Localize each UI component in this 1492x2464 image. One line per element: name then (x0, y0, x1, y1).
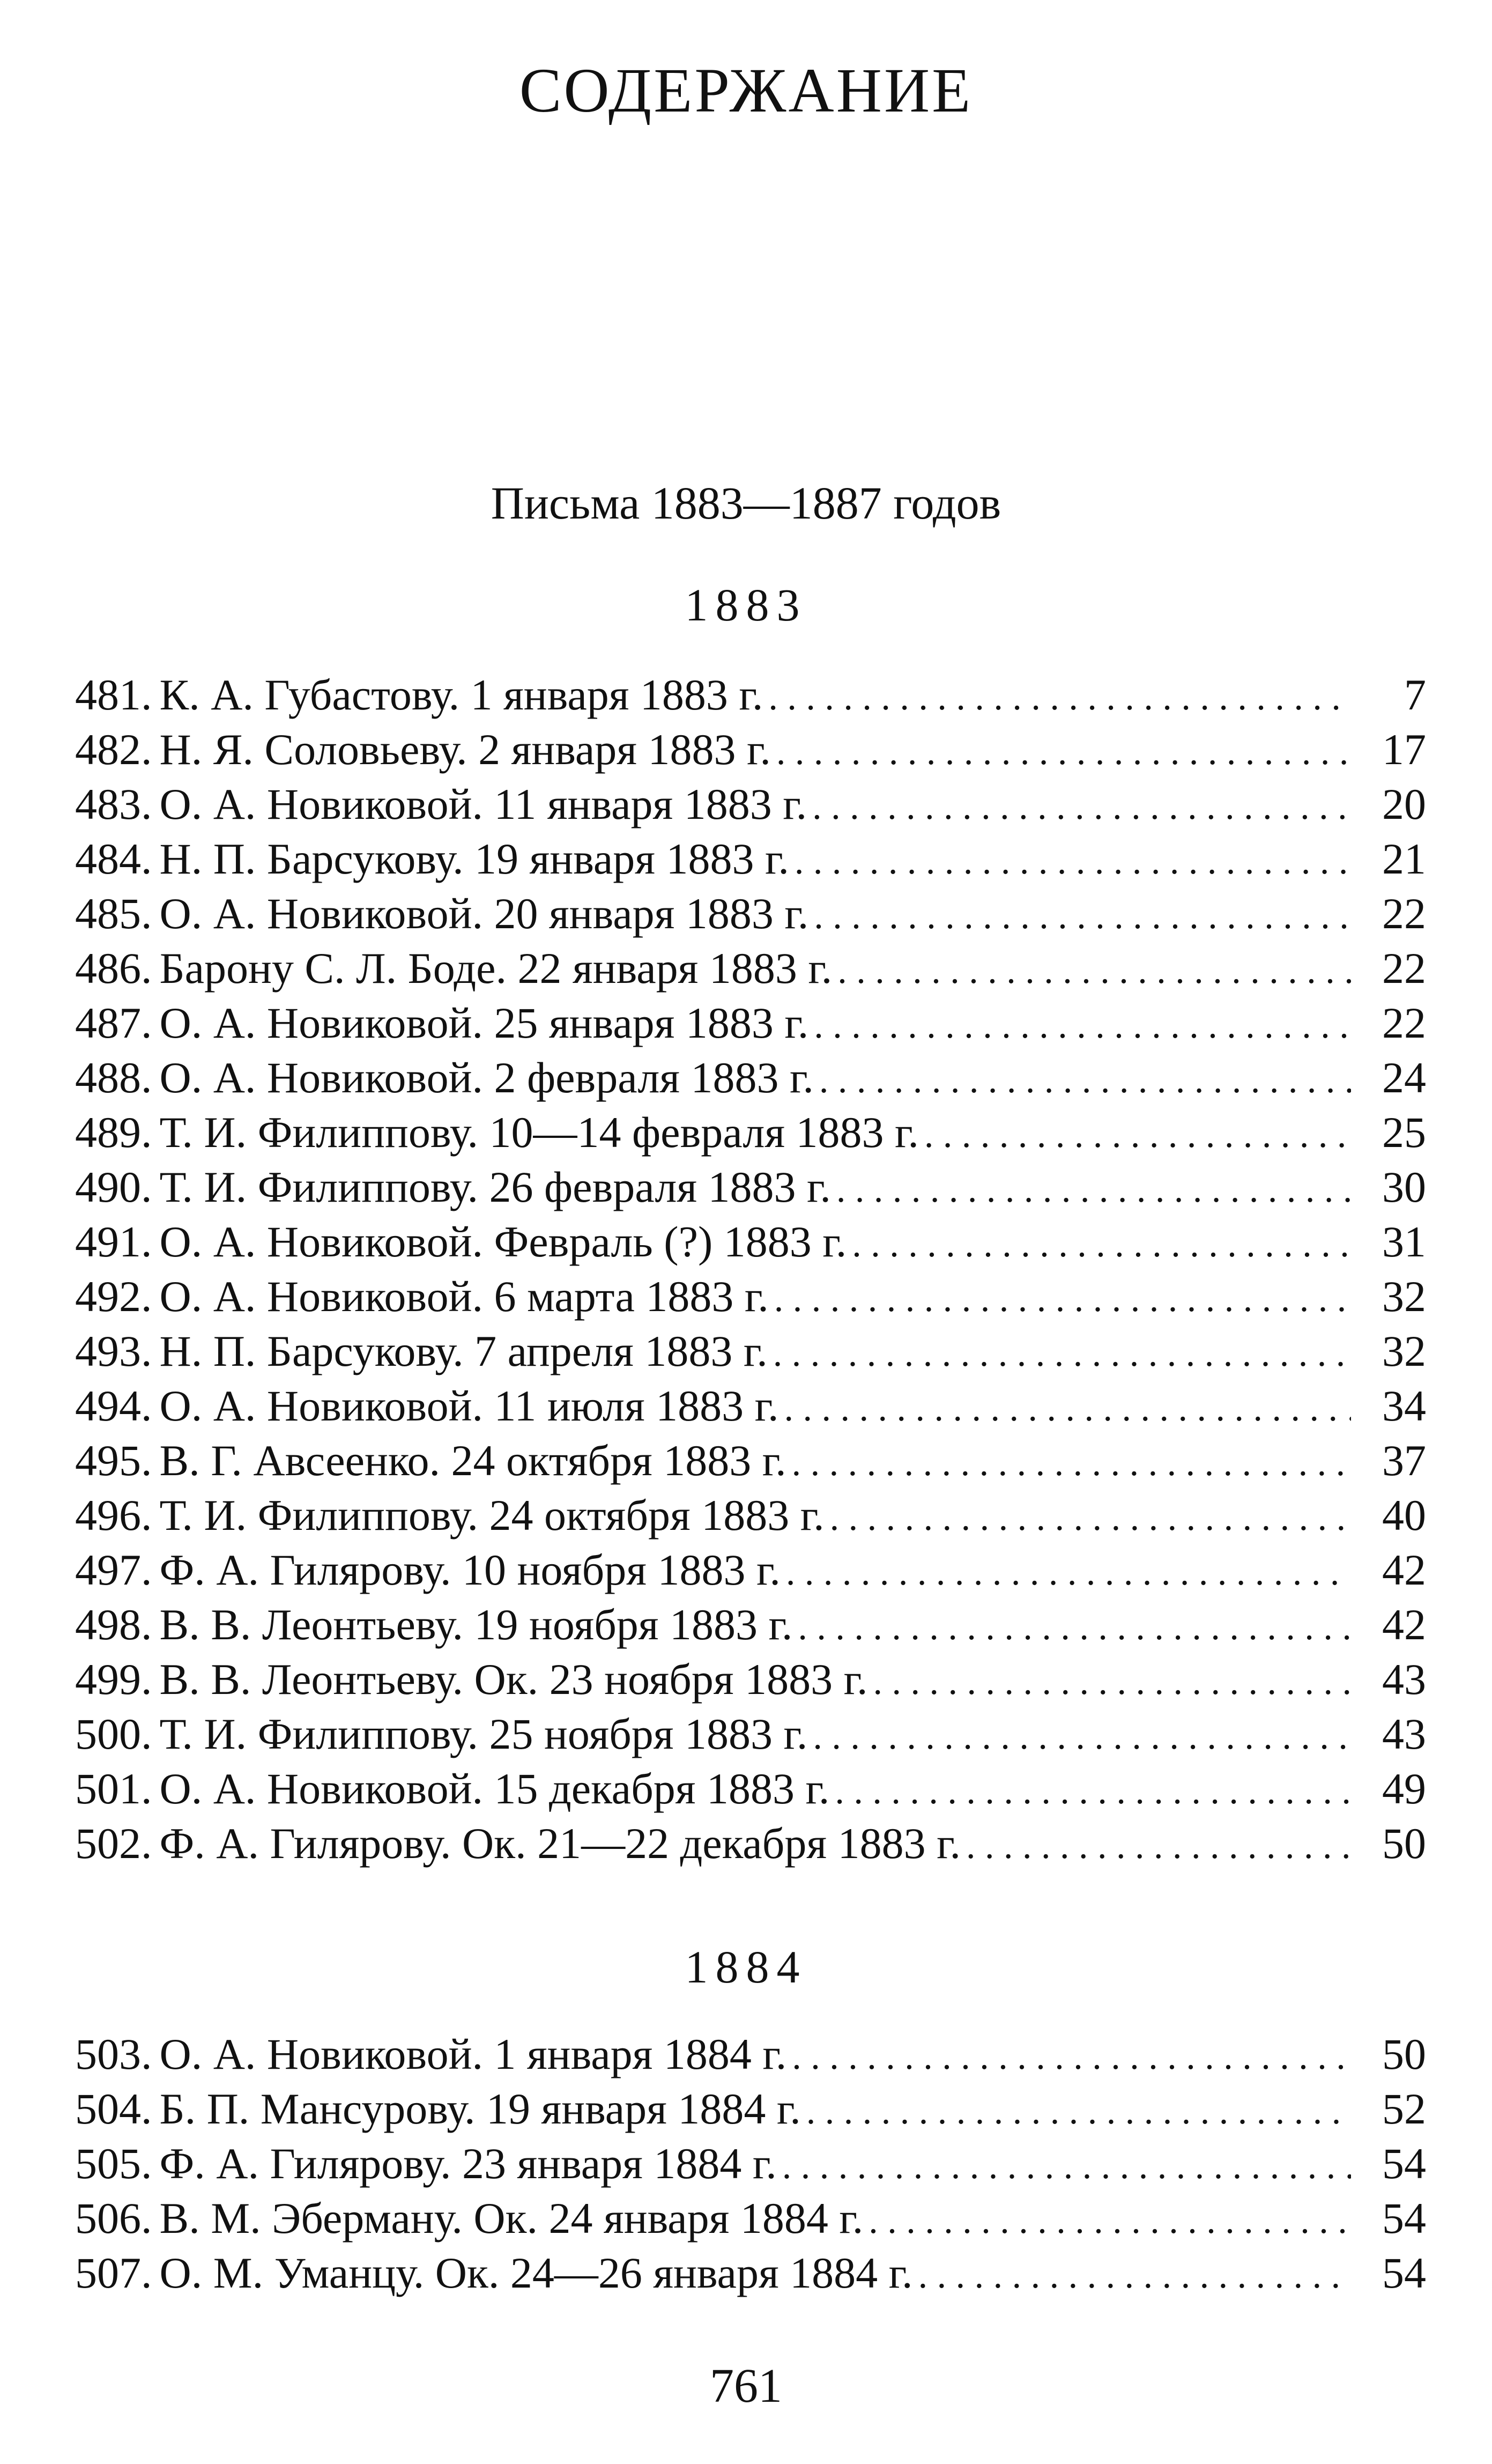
entry-title: О. А. Новиковой. 11 января 1883 г. (159, 780, 807, 828)
dot-leader (812, 780, 1351, 834)
dot-leader (852, 1217, 1351, 1272)
toc-entry (75, 1050, 1426, 1105)
entry-number: 498. (75, 1600, 152, 1649)
page-title: СОДЕРЖАНИЕ (519, 55, 973, 125)
toc-entry (75, 2082, 1426, 2136)
entry-title: В. Г. Авсеенко. 24 октября 1883 г. (159, 1436, 786, 1485)
toc-entry (75, 722, 1426, 777)
toc-entry (75, 1215, 1426, 1269)
entry-page-number: 17 (1382, 725, 1426, 774)
dot-leader (837, 944, 1351, 998)
entry-number: 504. (75, 2084, 152, 2133)
entry-page-number: 30 (1382, 1163, 1426, 1211)
entry-title: О. М. Уманцу. Ок. 24—26 января 1884 г. (159, 2248, 913, 2297)
entry-title: Т. И. Филиппову. 10—14 февраля 1883 г. (159, 1108, 919, 1157)
year-heading-1883: 1883 (685, 579, 807, 631)
toc-entry (75, 2027, 1426, 2082)
entry-page-number: 24 (1382, 1053, 1426, 1102)
toc-entry (75, 1269, 1426, 1324)
entry-title: О. А. Новиковой. 15 декабря 1883 г. (159, 1764, 830, 1813)
toc-entry (75, 941, 1426, 996)
entry-page-number: 43 (1382, 1710, 1426, 1758)
entry-number: 489. (75, 1108, 152, 1157)
dot-leader (873, 1655, 1351, 1710)
entry-page-number: 54 (1382, 2248, 1426, 2297)
toc-entry (75, 1324, 1426, 1379)
entry-number: 502. (75, 1819, 152, 1868)
entry-page-number: 50 (1382, 1819, 1426, 1868)
dot-leader (786, 1545, 1351, 1600)
entry-number: 491. (75, 1217, 152, 1266)
toc-entry (75, 1597, 1426, 1652)
entry-title: Т. И. Филиппову. 25 ноября 1883 г. (159, 1710, 808, 1758)
entry-number: 499. (75, 1655, 152, 1704)
entry-title: О. А. Новиковой. 11 июля 1883 г. (159, 1381, 779, 1430)
entry-title: Ф. А. Гилярову. Ок. 21—22 декабря 1883 г. (159, 1819, 961, 1868)
entry-number: 486. (75, 944, 152, 993)
toc-entry (75, 996, 1426, 1050)
year-heading-1884: 1884 (685, 1941, 807, 1993)
entry-number: 490. (75, 1163, 152, 1211)
toc-entry (75, 1433, 1426, 1488)
entry-page-number: 54 (1382, 2139, 1426, 2188)
toc-entry (75, 832, 1426, 886)
entry-page-number: 32 (1382, 1272, 1426, 1321)
entry-title: Т. И. Филиппову. 26 февраля 1883 г. (159, 1163, 831, 1211)
entry-title: О. А. Новиковой. 2 февраля 1883 г. (159, 1053, 814, 1102)
entry-title: В. В. Леонтьеву. 19 ноября 1883 г. (159, 1600, 793, 1649)
entry-number: 481. (75, 670, 152, 719)
entry-page-number: 22 (1382, 889, 1426, 938)
entry-number: 507. (75, 2248, 152, 2297)
toc-entry (75, 1488, 1426, 1543)
entry-number: 503. (75, 2030, 152, 2078)
entry-page-number: 42 (1382, 1545, 1426, 1594)
entry-number: 494. (75, 1381, 152, 1430)
entry-page-number: 20 (1382, 780, 1426, 828)
dot-leader (795, 834, 1351, 889)
entry-number: 496. (75, 1491, 152, 1540)
page-number: 761 (710, 2359, 782, 2413)
toc-entry (75, 2136, 1426, 2191)
entry-title: В. В. Леонтьеву. Ок. 23 ноября 1883 г. (159, 1655, 868, 1704)
entry-number: 501. (75, 1764, 152, 1813)
dot-leader (784, 1381, 1351, 1436)
dot-leader (836, 1163, 1351, 1217)
dot-leader (835, 1764, 1351, 1819)
toc-entry (75, 1543, 1426, 1597)
dot-leader (869, 2194, 1351, 2248)
entry-page-number: 37 (1382, 1436, 1426, 1485)
dot-leader (773, 1327, 1351, 1381)
entry-title: К. А. Губастову. 1 января 1883 г. (159, 670, 763, 719)
entry-page-number: 25 (1382, 1108, 1426, 1157)
entry-title: О. А. Новиковой. 20 января 1883 г. (159, 889, 809, 938)
toc-entry (75, 1762, 1426, 1816)
toc-list-1883 (75, 668, 1426, 1871)
entry-page-number: 21 (1382, 834, 1426, 883)
entry-title: Ф. А. Гилярову. 10 ноября 1883 г. (159, 1545, 781, 1594)
dot-leader (806, 2084, 1351, 2139)
entry-page-number: 40 (1382, 1491, 1426, 1540)
entry-page-number: 22 (1382, 944, 1426, 993)
entry-number: 497. (75, 1545, 152, 1594)
dot-leader (819, 1053, 1351, 1108)
entry-page-number: 52 (1382, 2084, 1426, 2133)
dot-leader (798, 1600, 1351, 1655)
section-title: Письма 1883—1887 годов (491, 477, 1001, 529)
entry-page-number: 32 (1382, 1327, 1426, 1375)
entry-title: Барону С. Л. Боде. 22 января 1883 г. (159, 944, 833, 993)
entry-number: 483. (75, 780, 152, 828)
entry-page-number: 7 (1404, 670, 1426, 719)
dot-leader (966, 1819, 1351, 1874)
toc-entry (75, 668, 1426, 722)
dot-leader (768, 670, 1351, 725)
entry-title: Н. Я. Соловьеву. 2 января 1883 г. (159, 725, 771, 774)
entry-number: 506. (75, 2194, 152, 2243)
toc-entry (75, 777, 1426, 832)
toc-entry (75, 2246, 1426, 2300)
entry-number: 482. (75, 725, 152, 774)
entry-page-number: 50 (1382, 2030, 1426, 2078)
toc-entry (75, 1816, 1426, 1871)
dot-leader (792, 2030, 1351, 2084)
dot-leader (830, 1491, 1351, 1545)
toc-list-1884 (75, 2027, 1426, 2300)
entry-title: В. М. Эберману. Ок. 24 января 1884 г. (159, 2194, 864, 2243)
toc-entry (75, 886, 1426, 941)
entry-page-number: 49 (1382, 1764, 1426, 1813)
entry-number: 492. (75, 1272, 152, 1321)
entry-title: Ф. А. Гилярову. 23 января 1884 г. (159, 2139, 777, 2188)
entry-number: 495. (75, 1436, 152, 1485)
toc-entry (75, 1160, 1426, 1215)
entry-number: 485. (75, 889, 152, 938)
entry-page-number: 43 (1382, 1655, 1426, 1704)
dot-leader (774, 1272, 1351, 1327)
entry-title: О. А. Новиковой. 25 января 1883 г. (159, 998, 809, 1047)
entry-title: Н. П. Барсукову. 7 апреля 1883 г. (159, 1327, 768, 1375)
dot-leader (813, 1710, 1351, 1764)
entry-number: 487. (75, 998, 152, 1047)
toc-entry (75, 1105, 1426, 1160)
dot-leader (782, 2139, 1351, 2194)
entry-page-number: 31 (1382, 1217, 1426, 1266)
toc-entry (75, 1379, 1426, 1433)
entry-page-number: 54 (1382, 2194, 1426, 2243)
entry-page-number: 34 (1382, 1381, 1426, 1430)
toc-entry (75, 1652, 1426, 1707)
entry-page-number: 22 (1382, 998, 1426, 1047)
entry-number: 500. (75, 1710, 152, 1758)
dot-leader (924, 1108, 1351, 1163)
entry-number: 488. (75, 1053, 152, 1102)
dot-leader (776, 725, 1351, 780)
entry-number: 484. (75, 834, 152, 883)
entry-title: О. А. Новиковой. Февраль (?) 1883 г. (159, 1217, 847, 1266)
toc-entry (75, 1707, 1426, 1762)
entry-title: Б. П. Мансурову. 19 января 1884 г. (159, 2084, 801, 2133)
dot-leader (792, 1436, 1351, 1491)
entry-title: Н. П. Барсукову. 19 января 1883 г. (159, 834, 789, 883)
entry-number: 493. (75, 1327, 152, 1375)
entry-page-number: 42 (1382, 1600, 1426, 1649)
toc-entry (75, 2191, 1426, 2246)
dot-leader (918, 2248, 1351, 2303)
dot-leader (814, 998, 1351, 1053)
entry-title: Т. И. Филиппову. 24 октября 1883 г. (159, 1491, 825, 1540)
dot-leader (814, 889, 1351, 944)
entry-title: О. А. Новиковой. 6 марта 1883 г. (159, 1272, 769, 1321)
entry-title: О. А. Новиковой. 1 января 1884 г. (159, 2030, 787, 2078)
entry-number: 505. (75, 2139, 152, 2188)
